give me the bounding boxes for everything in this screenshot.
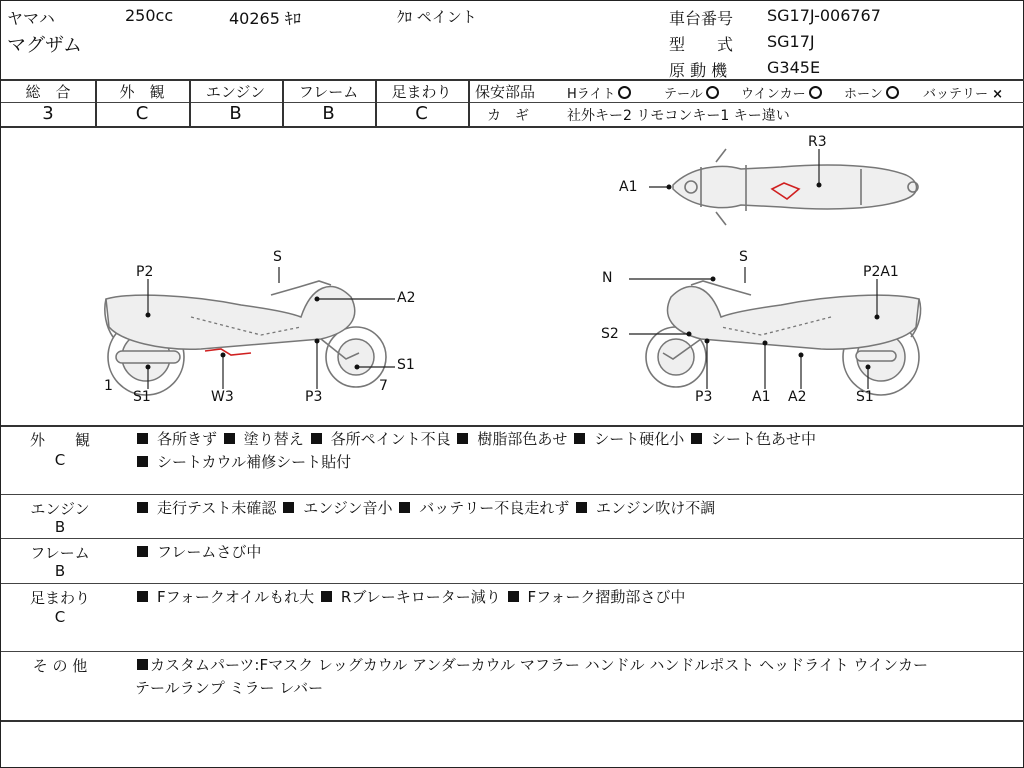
label-right-a1: A1 [752,389,771,405]
ok-circle-icon [618,86,631,99]
grade-engine-value: B [229,103,242,124]
mileage: 40265 ｷﾛ [229,9,301,28]
label-left-s1-right: S1 [397,357,415,373]
ok-circle-icon [886,86,899,99]
grade-suspension-label: 足まわり [391,83,452,101]
note-exterior-line2: シートカウル補修シート貼付 [135,451,351,474]
safety-tail: テール [664,83,719,102]
grade-exterior-label: 外 観 [119,83,165,101]
note-frame-label: フレーム [30,544,90,562]
label-left-7: 7 [379,378,388,394]
note-suspension-grade: C [54,608,66,626]
note-frame-grade: B [54,562,66,580]
label-left-1: 1 [104,378,113,394]
label-top-a1: A1 [619,179,638,195]
label-right-p2a1: P2A1 [863,264,899,280]
label-left-a2: A2 [397,290,416,306]
type-label: 型 式 [669,35,734,54]
note-suspension-line: Fフォークオイルもれ大 Rブレーキローター減り Fフォーク摺動部さび中 [135,586,685,609]
note-engine-label: エンジン [30,500,90,518]
grade-exterior-value: C [135,103,149,124]
label-right-n: N [602,270,613,286]
key-value: 社外キー2 リモコンキー1 キー違い [567,108,790,124]
safety-label: 保安部品 [475,83,536,101]
safety-winker: ウインカー [741,83,822,102]
label-top-r3: R3 [808,134,827,150]
label-right-s1: S1 [856,389,874,405]
label-right-a2: A2 [788,389,807,405]
maker: ヤマハ [7,9,55,28]
key-label: カ ギ [487,108,529,124]
ok-circle-icon [706,86,719,99]
ok-circle-icon [809,86,822,99]
chassis-label: 車台番号 [669,9,734,28]
note-exterior-grade: C [54,451,66,469]
note-suspension-label: 足まわり [29,589,90,607]
label-left-s1: S1 [133,389,151,405]
label-left-p2: P2 [136,264,154,280]
label-right-p3: P3 [695,389,713,405]
type-value: SG17J [767,32,815,51]
grade-suspension-value: C [415,103,428,124]
grade-frame-label: フレーム [298,83,359,101]
right-view-scooter [646,281,921,395]
note-exterior-label: 外 観 [29,431,90,449]
label-left-p3: P3 [305,389,323,405]
label-right-s2: S2 [601,326,619,342]
displacement: 250cc [125,6,174,25]
top-view-scooter [673,149,918,225]
engine-value: G345E [767,58,821,77]
grade-engine-label: エンジン [205,83,266,101]
label-right-s: S [739,249,748,265]
color: ｸﾛ ペイント [397,8,477,26]
note-frame-line: フレームさび中 [135,541,261,564]
note-other-line2: テールランプ ミラー レバー [135,679,324,697]
chassis-number: SG17J-006767 [767,6,881,25]
safety-horn: ホーン [844,83,899,102]
engine-label: 原 動 機 [669,61,728,80]
safety-headlight: Hライト [567,83,631,102]
note-engine-line: 走行テスト未確認 エンジン音小 バッテリー不良走れず エンジン吹け不調 [135,497,715,520]
left-view-scooter [105,281,386,395]
model-name: マグザム [7,34,83,56]
note-exterior-line1: 各所きず 塗り替え 各所ペイント不良 樹脂部色あせ シート硬化小 シート色あせ中 [135,428,816,451]
note-other-label: そ の 他 [32,657,88,675]
note-engine-grade: B [54,518,66,536]
label-left-w3: W3 [211,389,234,405]
label-left-s: S [273,249,282,265]
safety-battery: バッテリー × [923,87,1004,102]
grade-overall-value: 3 [42,103,54,124]
grade-frame-value: B [322,103,335,124]
grade-overall-label: 総 合 [25,83,71,101]
note-other-line1: カスタムパーツ:Fマスク レッグカウル アンダーカウル マフラー ハンドル ハンドルポスト ヘッドライト ウインカー [135,654,928,677]
